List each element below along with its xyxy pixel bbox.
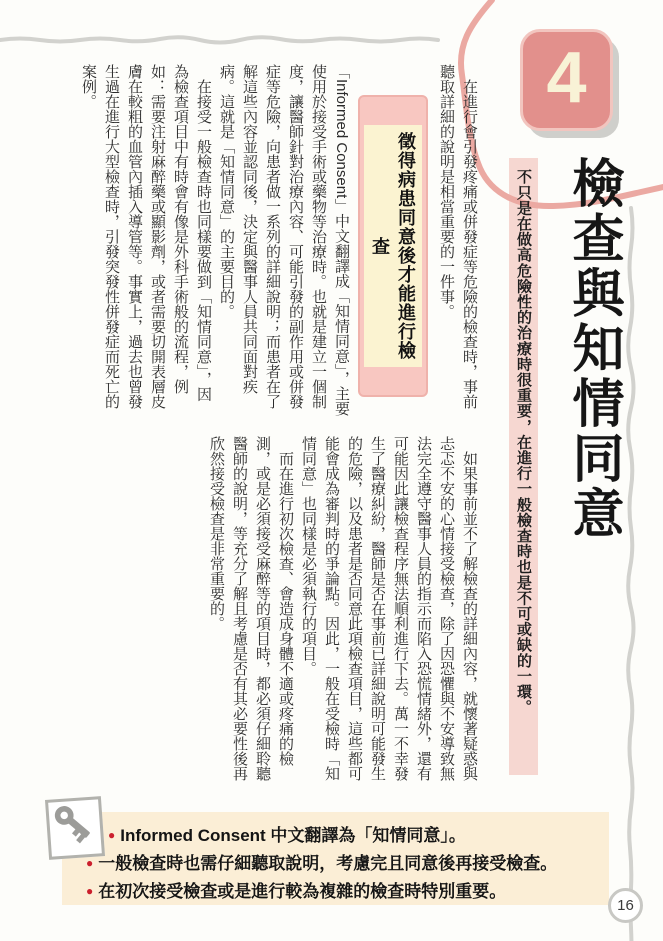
bullet-icon: ● bbox=[108, 828, 116, 842]
section-header-bar bbox=[358, 95, 428, 397]
key-point-item bbox=[86, 849, 557, 874]
key-point-text: 在初次接受檢查或是進行較為複雜的檢查時特別重要。 bbox=[98, 882, 507, 901]
paragraph: 在進行會引發疼痛或併發症等危險的檢查時，事前聽取詳細的說明是相當重要的一件事。 bbox=[438, 64, 478, 409]
bullet-icon: ● bbox=[86, 856, 94, 870]
page-number-badge bbox=[608, 888, 643, 923]
chapter-subtitle: 不只是在做高危險性的治療時很重要，在進行一般檢查時也是不可或缺的一環。 bbox=[515, 169, 532, 715]
chapter-number-badge bbox=[520, 29, 613, 131]
key-point-item bbox=[86, 877, 506, 902]
body-text-block-1 bbox=[80, 64, 481, 416]
key-point-text: 一般檢查時也需仔細聽取說明，考慮完且同意後再接受檢查。 bbox=[98, 854, 558, 873]
paragraph: 如果事前並不了解檢查的詳細內容，就懷著疑惑與忐忑不安的心情接受檢查，除了因恐懼與不安導致無法完全遵守醫事人員的指示而陷入恐慌情緒外，還有可能因此讓檢查程序無法順利進行下去。萬一不幸發生了醫療糾紛，醫師是否在事前已詳細說明可能發生的危險，以及患者是否同意此項檢查項目，這些都可能會成為審判時的爭論點。因此，一般在受檢時「知情同意」也同樣是必須執行的項目。 bbox=[300, 436, 478, 781]
body-text-block-2 bbox=[201, 436, 481, 788]
bullet-icon: ● bbox=[86, 884, 94, 898]
key-point-text: Informed Consent 中文翻譯為「知情同意」。 bbox=[120, 826, 466, 845]
paragraph: 「Informed Consent」中文翻譯成「知情同意」，主要使用於接受手術或藥物等治療時。也就是建立一個制度，讓醫師針對治療內容、可能引發的副作用或併發症等危險，向患者做一系列的詳細說明；而患者在了解這些內容並認同後，決定與醫事人員共同面對疾病。這就是「知情同意」的主要目的。 bbox=[218, 64, 350, 416]
subtitle-highlight-strip bbox=[509, 158, 538, 775]
top-border-line bbox=[0, 37, 438, 42]
right-border-line bbox=[628, 208, 633, 941]
section-header-text: 徵得病患同意後才能進行檢查 bbox=[364, 125, 422, 367]
paragraph: 在接受一般檢查時也同樣要做到「知情同意」，因為檢查項目中有時會有像是外科手術般的流程，例如：需要注射麻醉藥或顯影劑，或者需要切開表層皮膚在較粗的血管內插入導管等。事實上，過去也曾發生過在進行大型檢查時，引發突發性併發症而死亡的案例。 bbox=[80, 64, 212, 409]
key-point-item bbox=[108, 821, 466, 846]
paragraph: 而在進行初次檢查、會造成身體不適或疼痛的檢測，或是必須接受麻醉等的項目時，都必須仔細聆聽醫師的說明，等充分了解且考慮是否有其必要性後再欣然接受檢查是非常重要的。 bbox=[208, 436, 294, 781]
page-title: 檢查與知情同意 bbox=[564, 156, 622, 541]
key-points-box bbox=[62, 812, 609, 905]
chapter-number: 4 bbox=[546, 38, 587, 118]
page-number: 16 bbox=[617, 897, 634, 914]
